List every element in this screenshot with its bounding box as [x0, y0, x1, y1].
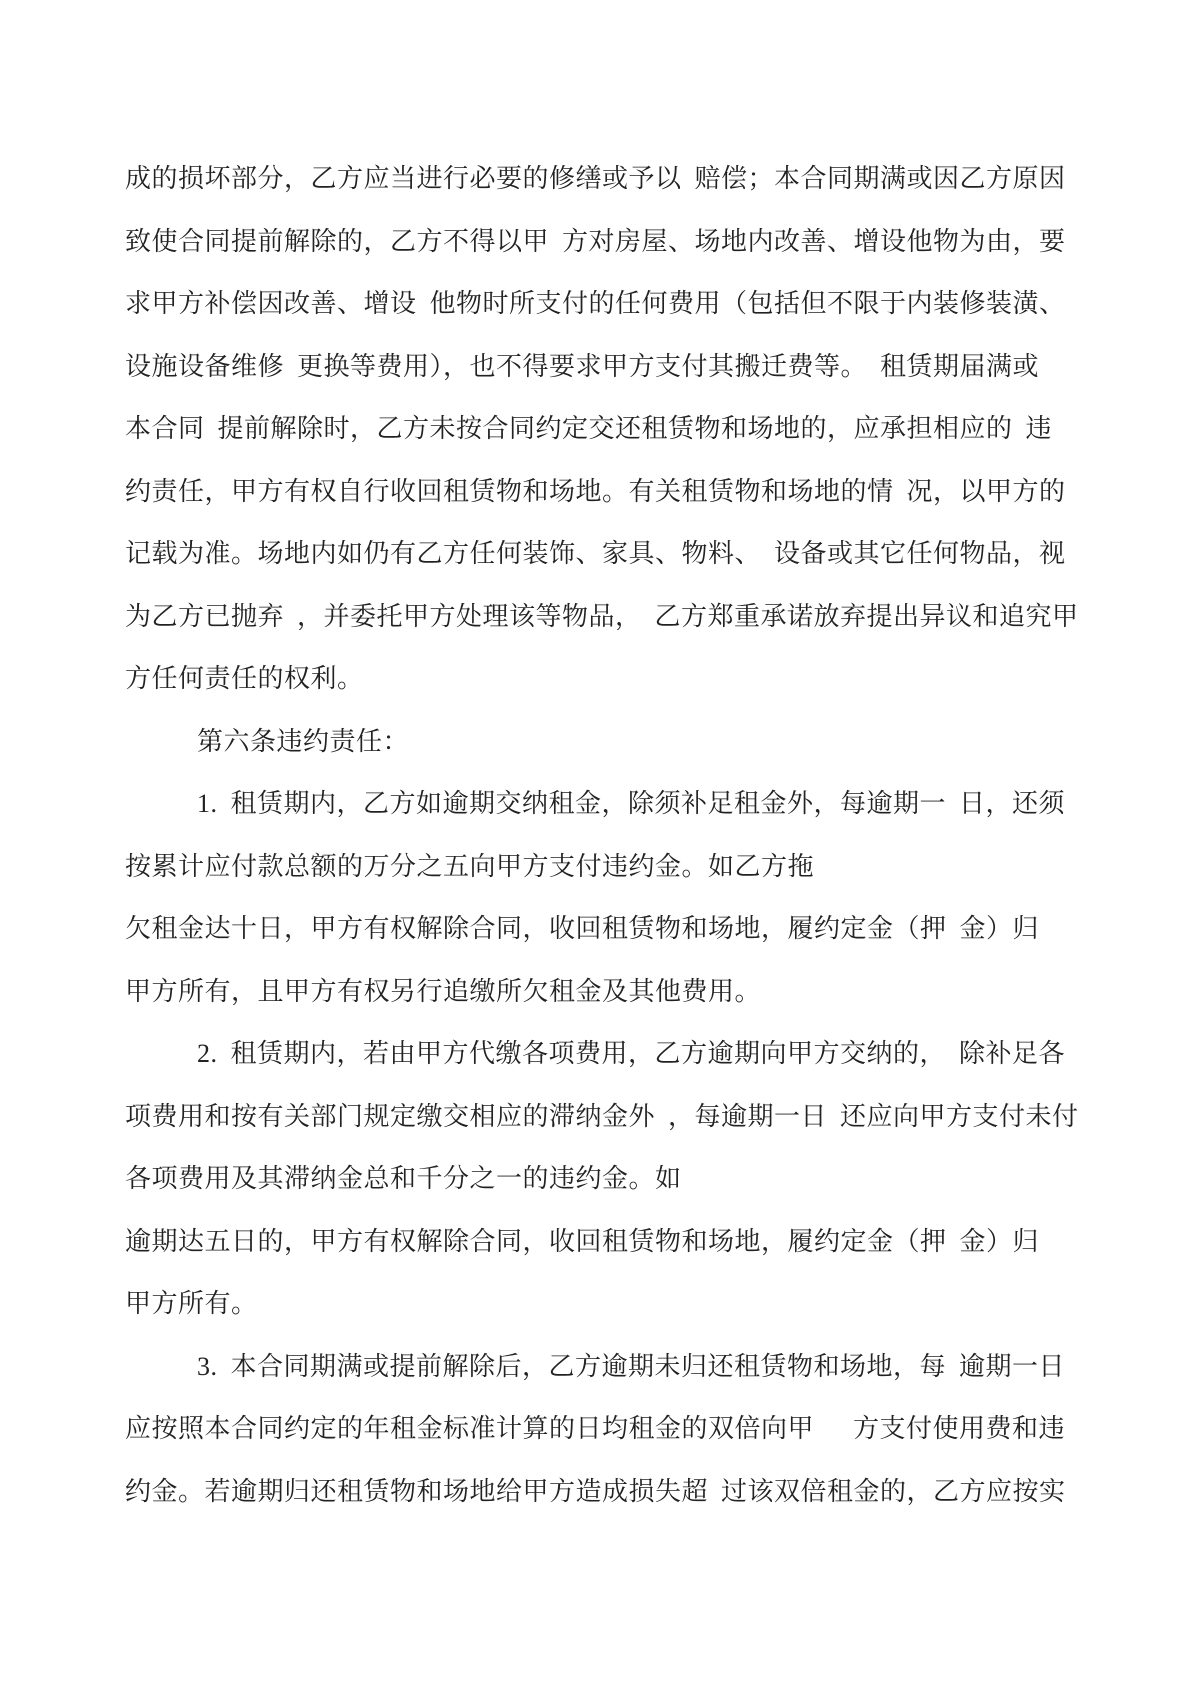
doc-line-16: 项费用和按有关部门规定缴交相应的滞纳金外 ，每逾期一日 还应向甲方支付未付	[125, 1101, 1079, 1131]
doc-line-07: 记载为准。场地内如仍有乙方任何装饰、家具、物料、 设备或其它任何物品，视	[125, 539, 1066, 568]
clause-1-first-line: 1. 租赁期内，乙方如逾期交纳租金，除须补足租金外，每逾期一 日，还须	[197, 789, 1066, 818]
clause-2-first-line: 2. 租赁期内，若由甲方代缴各项费用，乙方逾期向甲方交纳的， 除补足各	[197, 1039, 1066, 1068]
doc-line-18: 逾期达五日的，甲方有权解除合同，收回租赁物和场地，履约定金（押 金）归	[125, 1226, 1040, 1256]
clause-3-first-line: 3. 本合同期满或提前解除后，乙方逾期未归还租赁物和场地，每 逾期一日	[197, 1351, 1066, 1381]
doc-line-12: 按累计应付款总额的万分之五向甲方支付违约金。如乙方拖	[125, 851, 815, 881]
doc-line-22: 约金。若逾期归还租赁物和场地给甲方造成损失超 过该双倍租金的，乙方应按实	[125, 1476, 1066, 1506]
doc-line-19: 甲方所有。	[125, 1289, 258, 1318]
doc-line-02: 致使合同提前解除的，乙方不得以甲 方对房屋、场地内改善、增设他物为由，要	[125, 226, 1066, 256]
section-heading: 第六条违约责任：	[197, 726, 410, 756]
doc-line-06: 约责任，甲方有权自行收回租赁物和场地。有关租赁物和场地的情 况，以甲方的	[125, 476, 1066, 506]
doc-line-04: 设施设备维修 更换等费用），也不得要求甲方支付其搬迁费等。 租赁期届满或	[125, 351, 1040, 381]
doc-line-03: 求甲方补偿因改善、增设 他物时所支付的任何费用（包括但不限于内装修装潢、	[125, 289, 1066, 318]
doc-line-13: 欠租金达十日，甲方有权解除合同，收回租赁物和场地，履约定金（押 金）归	[125, 914, 1040, 943]
doc-line-14: 甲方所有，且甲方有权另行追缴所欠租金及其他费用。	[125, 976, 762, 1006]
doc-line-01: 成的损坏部分，乙方应当进行必要的修缮或予以 赔偿；本合同期满或因乙方原因	[125, 164, 1066, 193]
doc-line-08: 为乙方已抛弃 ，并委托甲方处理该等物品， 乙方郑重承诺放弃提出异议和追究甲	[125, 601, 1079, 631]
doc-line-21: 应按照本合同约定的年租金标准计算的日均租金的双倍向甲 方支付使用费和违	[125, 1414, 1066, 1443]
doc-line-17: 各项费用及其滞纳金总和千分之一的违约金。如	[125, 1164, 682, 1193]
doc-line-05: 本合同 提前解除时，乙方未按合同约定交还租赁物和场地的，应承担相应的 违	[125, 414, 1053, 443]
doc-line-09: 方任何责任的权利。	[125, 664, 364, 693]
